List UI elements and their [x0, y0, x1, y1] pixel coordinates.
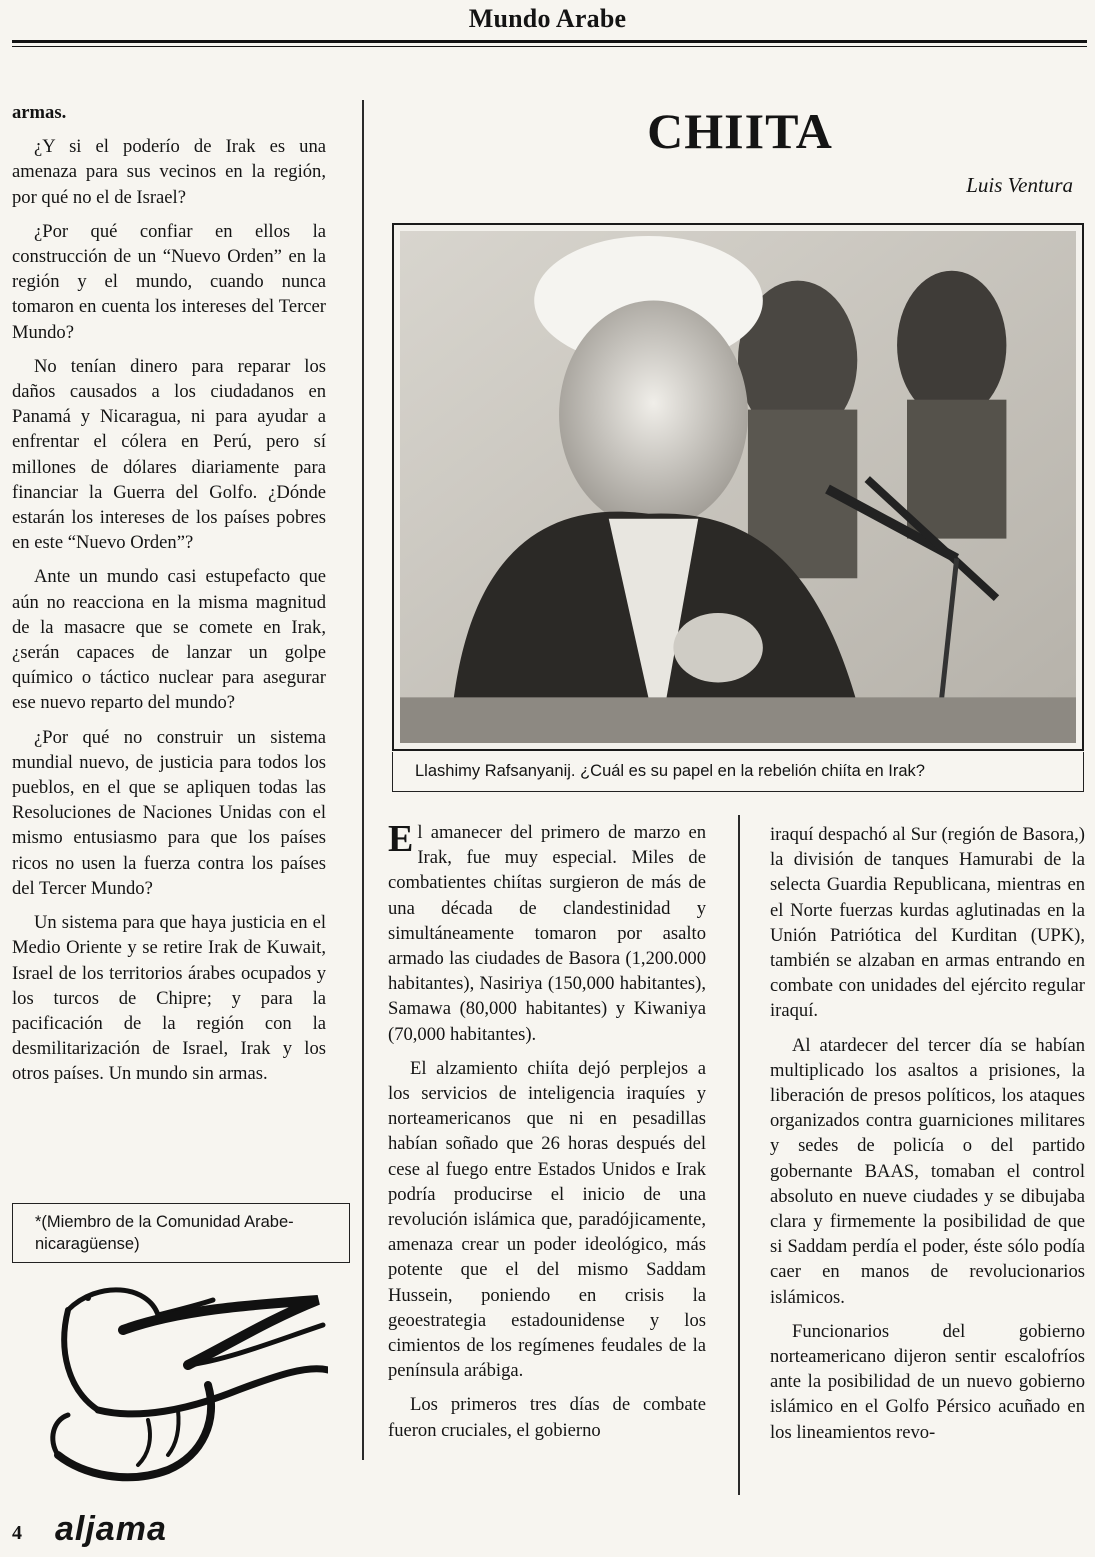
paragraph: [388, 820, 706, 1047]
paragraph: Ante un mundo casi estupefacto que aún no reacciona en la misma magnitud de la masacre que se comete en Irak, ¿serán capaces de lanzar un golpe químico o táctico nuclear para asegurar ese nuevo reparto del mundo?: [12, 566, 326, 714]
paragraph: ¿Por qué confiar en ellos la construcción de un “Nuevo Orden” en la región y el mundo, cuando nunca tomaron en cuenta los intereses del Tercer Mundo?: [12, 220, 326, 343]
photo-image: [400, 231, 1076, 743]
author-note-box: *(Miembro de la Comunidad Arabe-nicaragüense): [12, 1203, 350, 1263]
paragraph: Los primeros tres días de combate fueron cruciales, el gobierno: [388, 1394, 706, 1441]
paragraph-text: l amanecer del primero de marzo en Irak, fue muy especial. Miles de combatientes chiítas surgieron de más de una década de clandestinidad y simultáneamente tomaron por asalto armado las ciudades de Basora (1,200.000 habitantes), Nasiriya (150,000 habitantes), Samawa (80,000 habitantes) y Kiwaniya (70,000 habitantes).: [388, 822, 706, 1045]
article-photo: [392, 223, 1084, 751]
paragraph: No tenían dinero para reparar los daños causados a los ciudadanos en Panamá y Nicaragua, ni para ayudar a enfrentar el cólera en Perú, pero sí millones de dólares diariamente para financiar la Guerra del Golfo. ¿Dónde estarán los intereses de los países pobres en este “Nuevo Orden”?: [12, 355, 326, 554]
header-rule-thin: [12, 46, 1087, 47]
page-number: 4: [12, 1522, 22, 1544]
photo-caption: Llashimy Rafsanyanij. ¿Cuál es su papel en la rebelión chiíta en Irak?: [392, 752, 1084, 792]
paragraph: Un sistema para que haya justicia en el Medio Oriente y se retire Irak de Kuwait, Israel de los territorios árabes ocupados y los turcos de Chipre; y para la pacificación de la región con la desmilitarización de Israel, Irak y los otros países. Un mundo sin armas.: [12, 912, 326, 1085]
paragraph: armas.: [12, 102, 67, 123]
article-title: CHIITA: [647, 103, 833, 159]
left-column: [12, 100, 326, 1096]
paragraph: ¿Y si el poderío de Irak es una amenaza para sus vecinos en la región, por qué no el de Israel?: [12, 136, 326, 208]
drop-cap: E: [388, 818, 414, 860]
paragraph: iraquí despachó al Sur (región de Basora,) la división de tanques Hamurabi de la selecta Guardia Republicana, mientras en el Norte fuerzas kurdas aglutinadas en la Unión Patriótica del Kurditan (UPK), también se alzaban en armas entrando en combate con unidades del ejército regular iraquí.: [770, 824, 1085, 1022]
publication-logo: aljama: [55, 1510, 167, 1548]
article-author: Luis Ventura: [966, 173, 1073, 197]
article-column-2: [388, 820, 706, 1452]
header-rule: [12, 40, 1087, 43]
column-divider: [362, 100, 364, 1460]
paragraph: Funcionarios del gobierno norteamericano dijeron sentir escalofríos ante la posibilidad de un nuevo gobierno islámico en el Golfo Pérsico acuñado en los lineamientos revo-: [770, 1320, 1085, 1443]
dove-calligraphy-icon: [28, 1270, 328, 1490]
paragraph: El alzamiento chiíta dejó perplejos a los servicios de inteligencia iraquíes y norteamericanos que ni en pesadillas habían soñado que 26 horas después del cese al fuego entre Estados Unidos e Irak podría producirse el inicio de una revolución islámica que, paradójicamente, amenaza crear un poder ideológico, más potente que el del mismo Saddam Hussein, poniendo en crisis la geoestrategia estadounidense y los cimientos de los regímenes feudales de la península arábiga.: [388, 1057, 706, 1382]
paragraph: ¿Por qué no construir un sistema mundial nuevo, de justicia para todos los pueblos, en el que se apliquen todas las Resoluciones de Naciones Unidas con el mismo entusiasmo para que los países ricos no usen la fuerza contra los países del Tercer Mundo?: [12, 726, 326, 899]
article-column-3: [770, 822, 1085, 1454]
section-title: Mundo Arabe: [468, 4, 627, 33]
column-divider: [738, 815, 740, 1495]
paragraph: Al atardecer del tercer día se habían multiplicado los asaltos a prisiones, la liberación de presos políticos, los ataques organizados contra guarniciones militares y sedes de policía o del partido gobernante BAAS, tomaban el control absoluto en nueve ciudades y se dibujaba clara y firmemente la posibilidad de que si Saddam perdía el poder, éste sólo podía caer en manos de revolucionarios islámicos.: [770, 1034, 1085, 1308]
